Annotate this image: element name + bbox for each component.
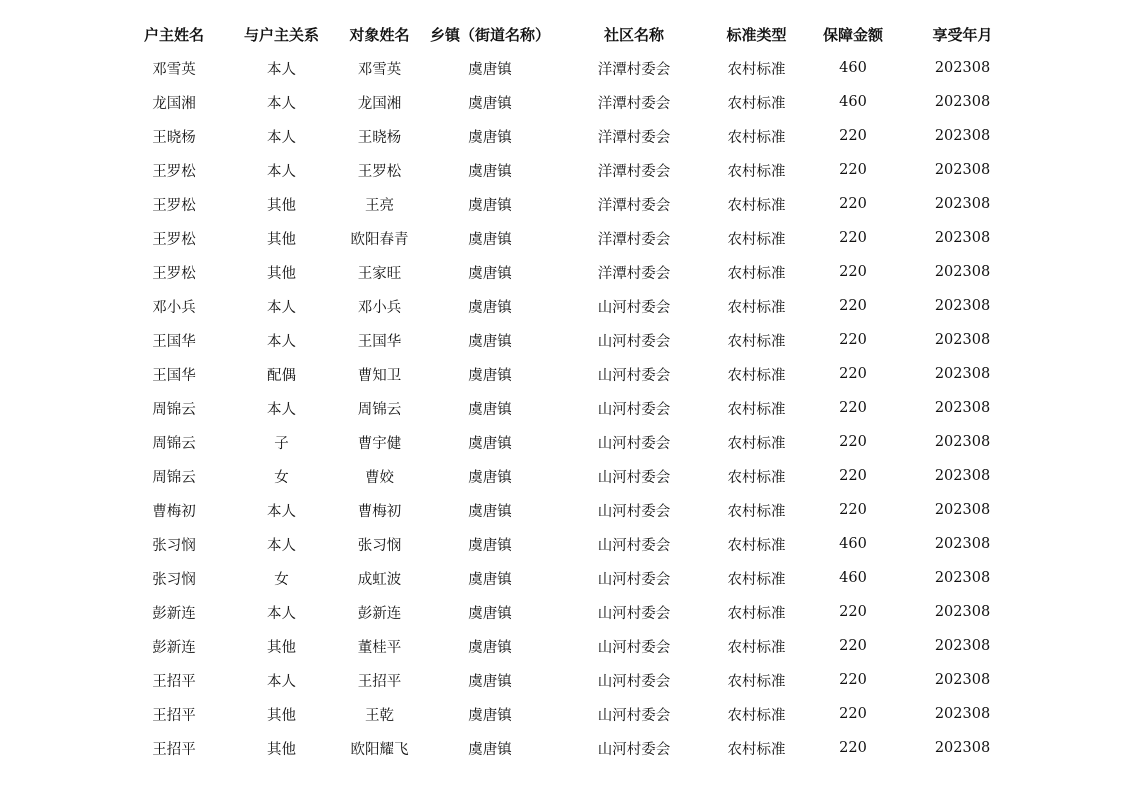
standard-type-cell: 农村标准 [727,639,786,656]
standard-type-cell: 农村标准 [727,741,786,758]
benefit-roster-table [118,17,1018,765]
table-row [118,425,1018,459]
township-cell: 虞唐镇 [468,673,512,690]
amount-cell: 220 [839,468,867,484]
amount-cell: 220 [839,264,867,280]
relationship-cell: 本人 [267,163,296,180]
table-row [118,595,1018,629]
recipient-name-cell: 曹梅初 [357,503,402,520]
township-cell: 虞唐镇 [468,367,512,384]
township-cell: 虞唐镇 [468,197,512,214]
household-head-cell: 王招平 [152,673,196,690]
amount-cell: 220 [839,366,867,382]
recipient-name-cell: 董桂平 [357,639,402,656]
table-row [118,323,1018,357]
month-cell: 202308 [934,740,991,756]
relationship-cell: 其他 [267,265,296,282]
recipient-name-cell: 王亮 [365,197,394,214]
recipient-name-cell: 张习悯 [357,537,402,554]
amount-cell: 220 [839,502,867,518]
amount-cell: 220 [839,162,867,178]
township-cell: 虞唐镇 [468,61,512,78]
household-head-cell: 张习悯 [152,571,196,588]
relationship-cell: 本人 [267,333,296,350]
community-cell: 洋潭村委会 [597,231,671,248]
table-row [118,51,1018,85]
amount-cell: 460 [839,570,867,586]
recipient-name-cell: 成虹波 [357,571,402,588]
household-head-cell: 王国华 [152,333,196,350]
recipient-name-cell: 王招平 [357,673,402,690]
relationship-cell: 其他 [267,231,296,248]
relationship-cell: 本人 [267,605,296,622]
amount-cell: 220 [839,298,867,314]
table-row [118,153,1018,187]
relationship-cell: 其他 [267,639,296,656]
household-head-cell: 周锦云 [152,401,196,418]
standard-type-cell: 农村标准 [727,435,786,452]
amount-cell: 220 [839,434,867,450]
township-cell: 虞唐镇 [468,503,512,520]
relationship-cell: 本人 [267,95,296,112]
township-cell: 虞唐镇 [468,435,512,452]
amount-cell: 220 [839,638,867,654]
table-row [118,561,1018,595]
household-head-cell: 彭新连 [152,605,196,622]
month-cell: 202308 [934,94,991,110]
township-cell: 虞唐镇 [468,605,512,622]
column-header-relationship: 与户主关系 [243,25,319,44]
amount-cell: 460 [839,94,867,110]
community-cell: 山河村委会 [597,605,671,622]
community-cell: 山河村委会 [597,401,671,418]
month-cell: 202308 [934,434,991,450]
community-cell: 山河村委会 [597,571,671,588]
column-header-household-head: 户主姓名 [143,25,204,44]
standard-type-cell: 农村标准 [727,197,786,214]
standard-type-cell: 农村标准 [727,707,786,724]
relationship-cell: 女 [274,469,289,486]
recipient-name-cell: 王家旺 [357,265,402,282]
amount-cell: 220 [839,706,867,722]
recipient-name-cell: 曹宇健 [357,435,402,452]
community-cell: 山河村委会 [597,673,671,690]
month-cell: 202308 [934,570,991,586]
township-cell: 虞唐镇 [468,639,512,656]
household-head-cell: 龙国湘 [152,95,196,112]
recipient-name-cell: 邓雪英 [357,61,402,78]
community-cell: 山河村委会 [597,333,671,350]
relationship-cell: 本人 [267,401,296,418]
community-cell: 山河村委会 [597,367,671,384]
table-row [118,731,1018,765]
amount-cell: 460 [839,536,867,552]
month-cell: 202308 [934,196,991,212]
table-header-row [118,17,1018,51]
table-row [118,221,1018,255]
relationship-cell: 本人 [267,503,296,520]
relationship-cell: 本人 [267,673,296,690]
community-cell: 洋潭村委会 [597,163,671,180]
township-cell: 虞唐镇 [468,299,512,316]
month-cell: 202308 [934,400,991,416]
column-header-community: 社区名称 [603,25,664,44]
township-cell: 虞唐镇 [468,129,512,146]
household-head-cell: 王国华 [152,367,196,384]
table-row [118,255,1018,289]
recipient-name-cell: 王国华 [357,333,402,350]
relationship-cell: 本人 [267,537,296,554]
standard-type-cell: 农村标准 [727,61,786,78]
community-cell: 洋潭村委会 [597,129,671,146]
table-row [118,629,1018,663]
household-head-cell: 王晓杨 [152,129,196,146]
month-cell: 202308 [934,366,991,382]
table-row [118,391,1018,425]
household-head-cell: 周锦云 [152,469,196,486]
recipient-name-cell: 王罗松 [357,163,402,180]
household-head-cell: 王罗松 [152,231,196,248]
township-cell: 虞唐镇 [468,95,512,112]
month-cell: 202308 [934,264,991,280]
recipient-name-cell: 王乾 [365,707,394,724]
recipient-name-cell: 欧阳春青 [350,231,409,248]
relationship-cell: 子 [274,435,289,452]
household-head-cell: 彭新连 [152,639,196,656]
table-row [118,527,1018,561]
household-head-cell: 周锦云 [152,435,196,452]
community-cell: 山河村委会 [597,435,671,452]
table-row [118,119,1018,153]
standard-type-cell: 农村标准 [727,401,786,418]
standard-type-cell: 农村标准 [727,673,786,690]
township-cell: 虞唐镇 [468,571,512,588]
community-cell: 山河村委会 [597,741,671,758]
township-cell: 虞唐镇 [468,265,512,282]
table-row [118,459,1018,493]
month-cell: 202308 [934,502,991,518]
table-body [118,51,1018,765]
township-cell: 虞唐镇 [468,401,512,418]
standard-type-cell: 农村标准 [727,299,786,316]
standard-type-cell: 农村标准 [727,265,786,282]
amount-cell: 220 [839,604,867,620]
household-head-cell: 王罗松 [152,197,196,214]
recipient-name-cell: 彭新连 [357,605,402,622]
table-row [118,187,1018,221]
recipient-name-cell: 欧阳耀飞 [350,741,409,758]
recipient-name-cell: 邓小兵 [357,299,402,316]
relationship-cell: 本人 [267,299,296,316]
month-cell: 202308 [934,230,991,246]
relationship-cell: 其他 [267,741,296,758]
recipient-name-cell: 周锦云 [357,401,402,418]
relationship-cell: 配偶 [267,367,296,384]
community-cell: 洋潭村委会 [597,95,671,112]
standard-type-cell: 农村标准 [727,367,786,384]
community-cell: 山河村委会 [597,299,671,316]
township-cell: 虞唐镇 [468,537,512,554]
table-row [118,85,1018,119]
table-row [118,493,1018,527]
household-head-cell: 王招平 [152,741,196,758]
relationship-cell: 本人 [267,129,296,146]
month-cell: 202308 [934,60,991,76]
standard-type-cell: 农村标准 [727,571,786,588]
relationship-cell: 女 [274,571,289,588]
month-cell: 202308 [934,298,991,314]
standard-type-cell: 农村标准 [727,537,786,554]
relationship-cell: 其他 [267,197,296,214]
household-head-cell: 王罗松 [152,163,196,180]
standard-type-cell: 农村标准 [727,333,786,350]
recipient-name-cell: 曹姣 [365,469,394,486]
relationship-cell: 本人 [267,61,296,78]
household-head-cell: 邓小兵 [152,299,196,316]
community-cell: 洋潭村委会 [597,197,671,214]
amount-cell: 220 [839,332,867,348]
month-cell: 202308 [934,468,991,484]
household-head-cell: 王罗松 [152,265,196,282]
table-row [118,357,1018,391]
standard-type-cell: 农村标准 [727,605,786,622]
standard-type-cell: 农村标准 [727,163,786,180]
month-cell: 202308 [934,706,991,722]
community-cell: 洋潭村委会 [597,265,671,282]
standard-type-cell: 农村标准 [727,503,786,520]
standard-type-cell: 农村标准 [727,95,786,112]
month-cell: 202308 [934,672,991,688]
table-row [118,663,1018,697]
month-cell: 202308 [934,536,991,552]
standard-type-cell: 农村标准 [727,129,786,146]
column-header-standard-type: 标准类型 [726,25,787,44]
month-cell: 202308 [934,332,991,348]
amount-cell: 220 [839,400,867,416]
amount-cell: 220 [839,740,867,756]
standard-type-cell: 农村标准 [727,231,786,248]
household-head-cell: 张习悯 [152,537,196,554]
column-header-amount: 保障金额 [822,25,883,44]
relationship-cell: 其他 [267,707,296,724]
amount-cell: 220 [839,128,867,144]
township-cell: 虞唐镇 [468,469,512,486]
recipient-name-cell: 王晓杨 [357,129,402,146]
month-cell: 202308 [934,128,991,144]
recipient-name-cell: 龙国湘 [357,95,402,112]
month-cell: 202308 [934,638,991,654]
community-cell: 山河村委会 [597,537,671,554]
month-cell: 202308 [934,162,991,178]
table-row [118,697,1018,731]
amount-cell: 220 [839,196,867,212]
community-cell: 洋潭村委会 [597,61,671,78]
amount-cell: 220 [839,230,867,246]
column-header-township: 乡镇（街道名称） [429,25,550,44]
community-cell: 山河村委会 [597,707,671,724]
column-header-month: 享受年月 [932,25,993,44]
community-cell: 山河村委会 [597,503,671,520]
township-cell: 虞唐镇 [468,231,512,248]
month-cell: 202308 [934,604,991,620]
township-cell: 虞唐镇 [468,333,512,350]
standard-type-cell: 农村标准 [727,469,786,486]
township-cell: 虞唐镇 [468,707,512,724]
household-head-cell: 王招平 [152,707,196,724]
household-head-cell: 曹梅初 [152,503,196,520]
recipient-name-cell: 曹知卫 [357,367,402,384]
household-head-cell: 邓雪英 [152,61,196,78]
amount-cell: 460 [839,60,867,76]
table-row [118,289,1018,323]
township-cell: 虞唐镇 [468,741,512,758]
community-cell: 山河村委会 [597,639,671,656]
amount-cell: 220 [839,672,867,688]
column-header-recipient-name: 对象姓名 [349,25,410,44]
community-cell: 山河村委会 [597,469,671,486]
township-cell: 虞唐镇 [468,163,512,180]
